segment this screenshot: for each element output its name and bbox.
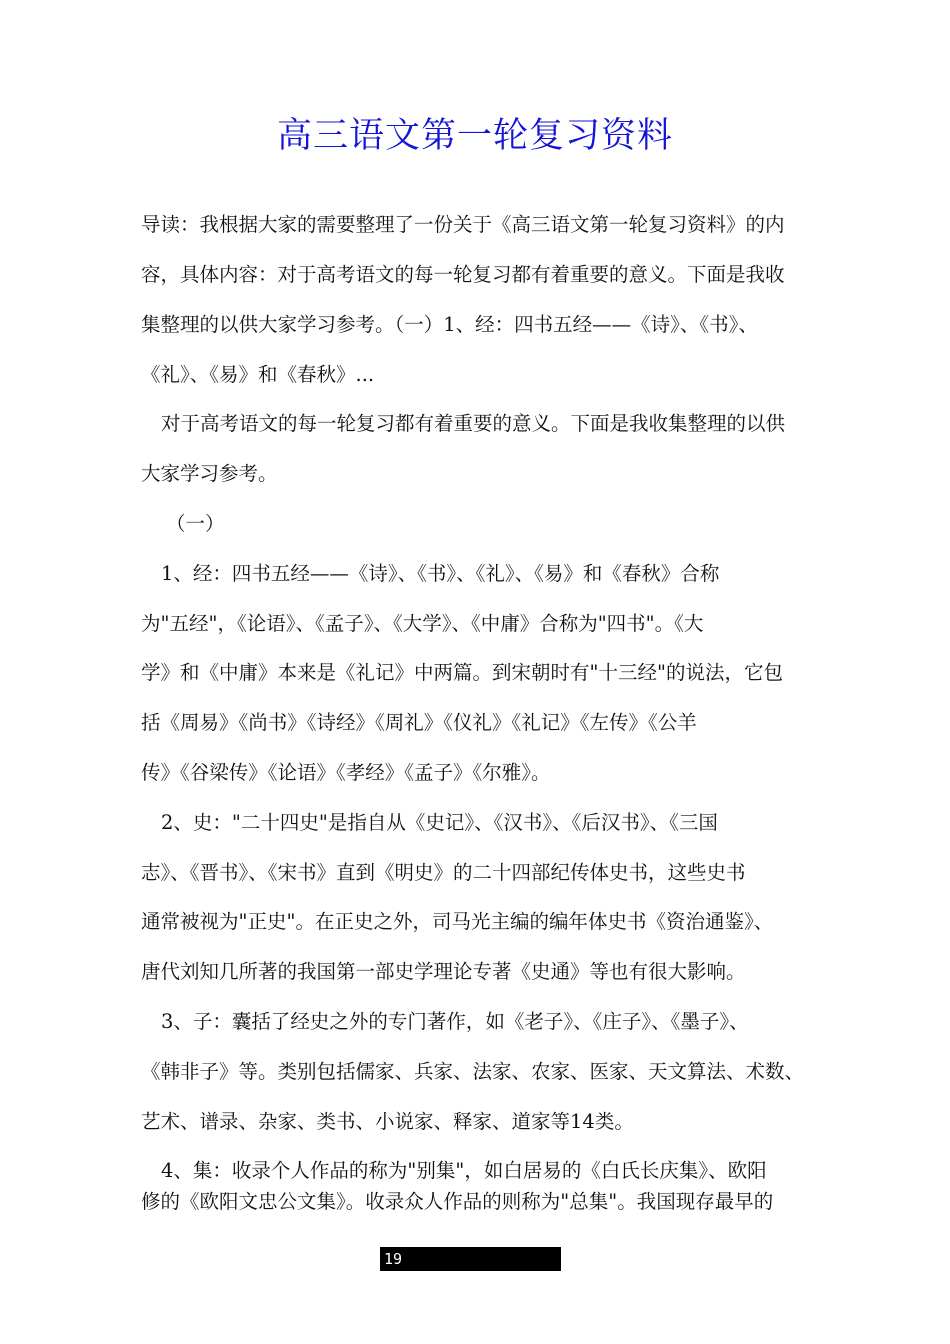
text-line: 传》《谷梁传》《论语》《孝经》《孟子》《尔雅》。 bbox=[141, 761, 551, 784]
text-line: 导读：我根据大家的需要整理了一份关于《高三语文第一轮复习资料》的内 bbox=[141, 213, 785, 236]
page-number: 19 bbox=[384, 1250, 403, 1268]
document-title: 高三语文第一轮复习资料 bbox=[276, 116, 673, 156]
text-line: 4、集：收录个人作品的称为"别集"，如白居易的《白氏长庆集》、欧阳 bbox=[161, 1159, 767, 1182]
text-line: 1、经：四书五经——《诗》、《书》、《礼》、《易》和《春秋》合称 bbox=[161, 562, 720, 585]
page-number-bar bbox=[380, 1247, 561, 1271]
text-line: 集整理的以供大家学习参考。（一）1、经：四书五经——《诗》、《书》、 bbox=[141, 313, 758, 336]
text-line: 修的《欧阳文忠公文集》。收录众人作品的则称为"总集"。我国现存最早的 bbox=[141, 1190, 774, 1213]
text-line: 大家学习参考。 bbox=[141, 462, 278, 485]
text-line: 为"五经"，《论语》、《孟子》、《大学》、《中庸》合称为"四书"。《大 bbox=[141, 612, 704, 635]
text-line: 《礼》、《易》和《春秋》... bbox=[141, 363, 375, 386]
section-heading: （一） bbox=[166, 512, 225, 535]
text-line: 唐代刘知几所著的我国第一部史学理论专著《史通》等也有很大影响。 bbox=[141, 960, 746, 983]
text-line: 2、史："二十四史"是指自从《史记》、《汉书》、《后汉书》、《三国 bbox=[161, 811, 718, 834]
text-line: 学》和《中庸》本来是《礼记》中两篇。到宋朝时有"十三经"的说法，它包 bbox=[141, 661, 783, 684]
text-line: 志》、《晋书》、《宋书》直到《明史》的二十四部纪传体史书，这些史书 bbox=[141, 861, 746, 884]
text-line: 括《周易》《尚书》《诗经》《周礼》《仪礼》《礼记》《左传》《公羊 bbox=[141, 711, 697, 734]
text-line: 艺术、谱录、杂家、类书、小说家、释家、道家等14类。 bbox=[141, 1110, 634, 1133]
text-line: 对于高考语文的每一轮复习都有着重要的意义。下面是我收集整理的以供 bbox=[161, 412, 786, 435]
text-line: 《韩非子》等。类别包括儒家、兵家、法家、农家、医家、天文算法、术数、 bbox=[141, 1060, 805, 1083]
text-line: 3、子：囊括了经史之外的专门著作，如《老子》、《庄子》、《墨子》、 bbox=[161, 1010, 749, 1033]
text-line: 容，具体内容：对于高考语文的每一轮复习都有着重要的意义。下面是我收 bbox=[141, 263, 785, 286]
text-line: 通常被视为"正史"。在正史之外，司马光主编的编年体史书《资治通鉴》、 bbox=[141, 910, 774, 933]
